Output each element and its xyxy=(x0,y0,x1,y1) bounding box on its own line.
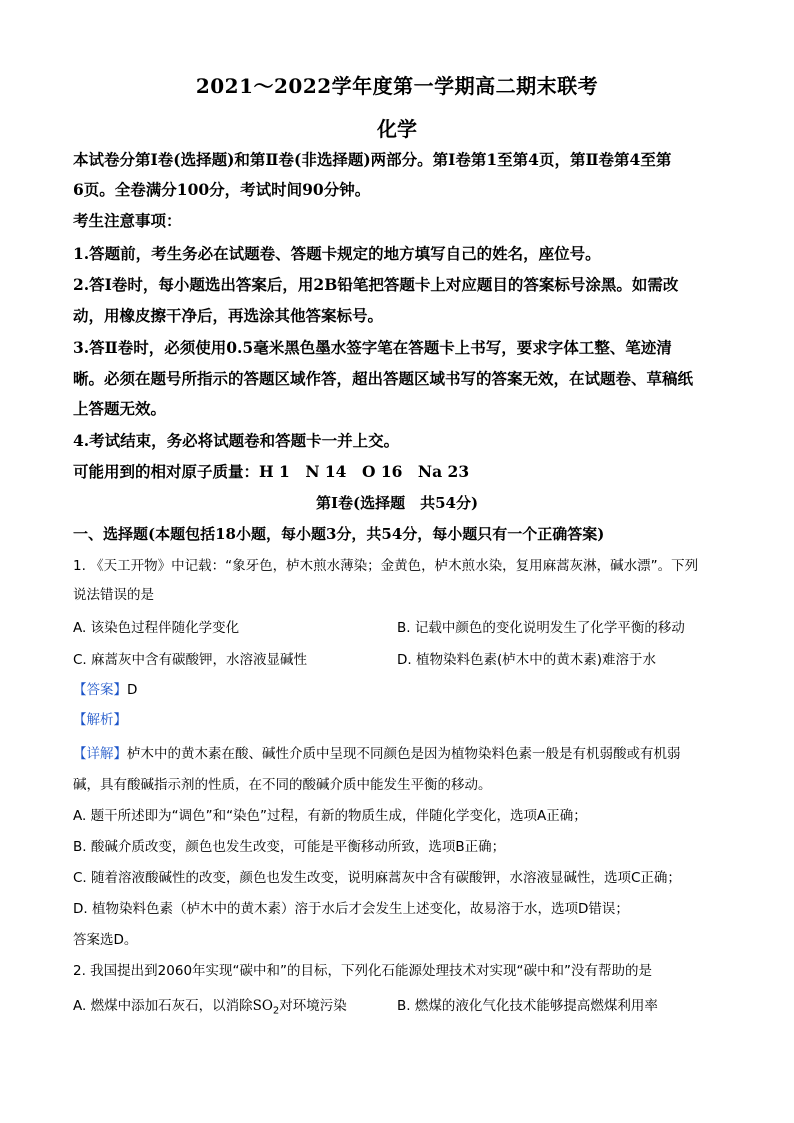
q1-answer-line xyxy=(73,676,733,705)
q1-explanation-a: A. 题干所述即为“调色”和“染色”过程，有新的物质生成，伴随化学变化，选项A正确； xyxy=(73,808,587,824)
exam-title: 2021～2022学年度第一学期高二期末联考 xyxy=(195,74,599,98)
intro-line-1: 本试卷分第Ⅰ卷(选择题)和第Ⅱ卷(非选择题)两部分。第Ⅰ卷第1至第4页，第Ⅱ卷第4至第 xyxy=(73,150,672,169)
q1-analysis-label-line xyxy=(73,706,733,735)
q1-detail-line-2: 碱，具有酸碱指示剂的性质，在不同的酸碱介质中能发生平衡的移动。 xyxy=(73,777,492,793)
q1-option-d: D. 植物染料色素(栌木中的黄木素)难溶于水 xyxy=(397,652,657,668)
section-heading: 一、选择题(本题包括18小题，每小题3分，共54分，每小题只有一个正确答案) xyxy=(73,525,605,543)
notice-item-1: 1.答题前，考生务必在试题卷、答题卡规定的地方填写自己的姓名，座位号。 xyxy=(73,244,601,263)
q1-stem-line-1: 1. 《天工开物》中记载：“象牙色，栌木煎水薄染；金黄色，栌木煎水染，复用麻蒿灰淋，碱水漂”。下列 xyxy=(73,558,699,574)
q2-option-b: B. 燃煤的液化气化技术能够提高燃煤利用率 xyxy=(397,998,658,1014)
q2-option-a-post: 对环境污染 xyxy=(279,998,347,1014)
answer-label: 【答案】 xyxy=(73,682,127,698)
notice-item-2-line-1: 2.答Ⅰ卷时，每小题选出答案后，用2B铅笔把答题卡上对应题目的答案标号涂黑。如需改 xyxy=(73,275,679,294)
analysis-label: 【解析】 xyxy=(73,712,127,728)
answer-value: D xyxy=(127,682,138,698)
notice-item-3-line-1: 3.答Ⅱ卷时，必须使用0.5毫米黑色墨水签字笔在答题卡上书写，要求字体工整、笔迹清 xyxy=(73,338,672,357)
notice-item-3-line-2: 晰。必须在题号所指示的答题区域作答，超出答题区域书写的答案无效，在试题卷、草稿纸 xyxy=(73,369,694,388)
notice-item-3-line-3: 上答题无效。 xyxy=(73,399,167,418)
notice-item-2-line-2: 动，用橡皮擦干净后，再选涂其他答案标号。 xyxy=(73,306,384,325)
notice-item-4: 4.考试结束，务必将试题卷和答题卡一并上交。 xyxy=(73,431,400,450)
notice-heading: 考生注意事项： xyxy=(73,211,182,230)
detail-text-1: 栌木中的黄木素在酸、碱性介质中呈现不同颜色是因为植物染料色素一般是有机弱酸或有机弱 xyxy=(127,746,681,762)
q1-option-a: A. 该染色过程伴随化学变化 xyxy=(73,620,240,636)
q2-stem: 2. 我国提出到2060年实现“碳中和”的目标，下列化石能源处理技术对实现“碳中和”没有帮助的是 xyxy=(73,963,653,979)
q1-detail-line-1 xyxy=(73,740,733,769)
part-title: 第Ⅰ卷(选择题 共54分) xyxy=(315,494,479,512)
q1-explanation-b: B. 酸碱介质改变，颜色也发生改变，可能是平衡移动所致，选项B正确； xyxy=(73,839,506,855)
so2-subscript: 2 xyxy=(272,1005,280,1017)
q1-conclusion: 答案选D。 xyxy=(73,932,138,948)
atomic-mass-line: 可能用到的相对原子质量：H 1 N 14 O 16 Na 23 xyxy=(73,462,470,481)
q1-explanation-c: C. 随着溶液酸碱性的改变，颜色也发生改变，说明麻蒿灰中含有碳酸钾，水溶液显碱性，选项C正确； xyxy=(73,870,681,886)
q1-option-c: C. 麻蒿灰中含有碳酸钾，水溶液显碱性 xyxy=(73,652,308,668)
detail-label: 【详解】 xyxy=(73,746,127,762)
q1-explanation-d: D. 植物染料色素（栌木中的黄木素）溶于水后才会发生上述变化，故易溶于水，选项D错误； xyxy=(73,901,629,917)
q2-option-a xyxy=(73,994,347,1024)
intro-line-2: 6页。全卷满分100分，考试时间90分钟。 xyxy=(73,180,371,199)
subject-title: 化学 xyxy=(377,117,417,141)
q2-option-a-pre: A. 燃煤中添加石灰石，以消除 xyxy=(73,998,253,1014)
q1-stem-line-2: 说法错误的是 xyxy=(73,587,154,603)
so2-formula: SO xyxy=(252,998,273,1014)
q1-option-b: B. 记载中颜色的变化说明发生了化学平衡的移动 xyxy=(397,620,685,636)
